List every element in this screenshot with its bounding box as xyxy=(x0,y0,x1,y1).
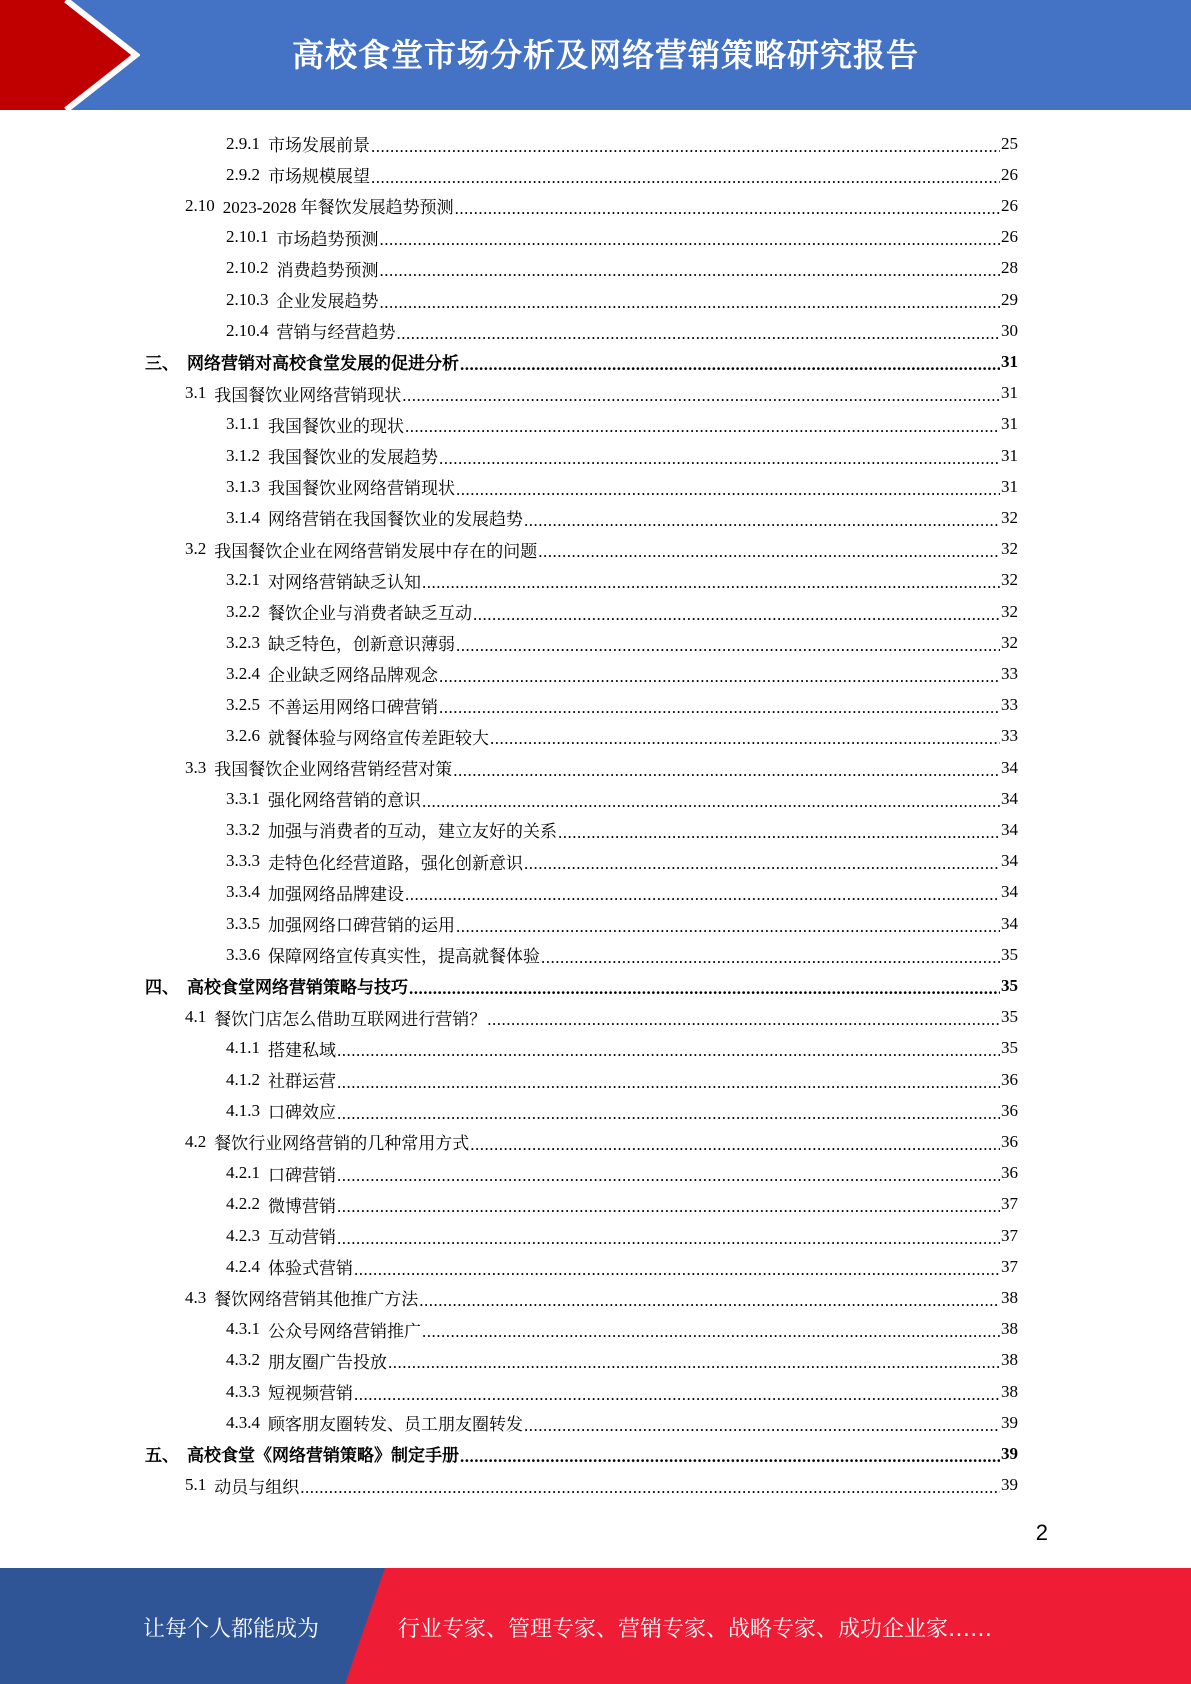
toc-entry-title: 动员与组织 xyxy=(214,1477,300,1497)
toc-entry-page: 31 xyxy=(1001,383,1018,403)
toc-entry-page: 37 xyxy=(1001,1256,1018,1276)
toc-entry[interactable] xyxy=(145,346,1018,377)
toc-leader-dots xyxy=(439,449,1000,469)
toc-entry[interactable] xyxy=(185,190,1018,221)
toc-entry-page: 39 xyxy=(1001,1443,1018,1463)
toc-leader-dots xyxy=(487,1010,1000,1030)
toc-entry-number: 4.3 xyxy=(185,1287,207,1307)
toc-entry-title: 社群运营 xyxy=(268,1072,336,1091)
toc-entry-title: 加强网络口碑营销的运用 xyxy=(268,916,455,935)
toc-entry[interactable] xyxy=(226,877,1018,908)
toc-entry-page: 26 xyxy=(1001,227,1018,247)
toc-entry-number: 三、 xyxy=(145,354,179,374)
toc-leader-dots xyxy=(397,324,1001,344)
toc-entry-number: 3.1.4 xyxy=(226,507,260,527)
toc-entry[interactable] xyxy=(226,471,1018,502)
toc-leader-dots xyxy=(354,1385,1000,1405)
toc-entry-title: 高校食堂《网络营销策略》制定手册 xyxy=(187,1446,459,1466)
toc-entry-number: 五、 xyxy=(145,1446,179,1466)
toc-entry[interactable] xyxy=(226,409,1018,440)
toc-entry-title: 顾客朋友圈转发、员工朋友圈转发 xyxy=(268,1415,523,1435)
footer-slogan-left: 让每个人都能成为 xyxy=(143,1617,320,1642)
toc-leader-dots xyxy=(405,885,1000,905)
toc-leader-dots xyxy=(409,979,1000,999)
toc-entry-page: 32 xyxy=(1001,507,1018,527)
toc-entry-title: 餐饮网络营销其他推广方法 xyxy=(214,1290,419,1310)
toc-entry-title: 我国餐饮业网络营销现状 xyxy=(268,479,455,499)
toc-entry-page: 36 xyxy=(1001,1100,1018,1120)
toc-entry-page: 37 xyxy=(1001,1225,1018,1245)
toc-leader-dots xyxy=(524,854,1000,874)
toc-leader-dots xyxy=(388,1353,1000,1373)
toc-entry-number: 3.3.5 xyxy=(226,913,260,933)
toc-leader-dots xyxy=(337,1229,1000,1249)
toc-entry-title: 市场发展前景 xyxy=(268,136,370,155)
toc-entry-number: 3.3.3 xyxy=(226,851,260,871)
footer-slogan-right: 行业专家、管理专家、营销专家、战略专家、成功企业家…… xyxy=(398,1617,993,1642)
toc-leader-dots xyxy=(538,542,1000,562)
toc-entry-number: 3.2 xyxy=(185,539,207,559)
toc-entry-number: 4.1.1 xyxy=(226,1038,260,1058)
toc-entry-title: 走特色化经营道路，强化创新意识 xyxy=(268,853,523,873)
toc-entry-title: 企业缺乏网络品牌观念 xyxy=(268,666,438,686)
toc-entry-page: 39 xyxy=(1001,1412,1018,1432)
toc-leader-dots xyxy=(354,1260,1000,1280)
toc-entry[interactable] xyxy=(226,1220,1018,1251)
toc-entry-number: 3.1.1 xyxy=(226,414,260,434)
toc-entry-page: 38 xyxy=(1001,1381,1018,1401)
toc-leader-dots xyxy=(453,761,1000,781)
toc-entry-title: 高校食堂网络营销策略与技巧 xyxy=(187,978,408,998)
toc-entry[interactable] xyxy=(226,128,1018,159)
toc-leader-dots xyxy=(456,917,1000,937)
toc-entry-page: 35 xyxy=(1001,1038,1018,1058)
toc-leader-dots xyxy=(380,230,1001,250)
toc-entry-page: 25 xyxy=(1001,133,1018,153)
toc-entry-title: 微博营销 xyxy=(268,1196,336,1216)
toc-entry-number: 2.10 xyxy=(185,195,215,215)
toc-entry-title: 公众号网络营销推广 xyxy=(268,1321,421,1341)
toc-entry-page: 38 xyxy=(1001,1319,1018,1339)
toc-entry-number: 3.3 xyxy=(185,757,207,777)
toc-entry-number: 2.10.3 xyxy=(226,289,269,309)
toc-entry-title: 营销与经营趋势 xyxy=(276,323,396,343)
toc-entry[interactable] xyxy=(185,534,1018,565)
toc-leader-dots xyxy=(524,1416,1000,1436)
toc-entry-number: 4.2.2 xyxy=(226,1194,260,1214)
toc-entry-title: 市场趋势预测 xyxy=(276,229,379,249)
toc-entry-number: 4.1.3 xyxy=(226,1100,260,1120)
toc-leader-dots xyxy=(337,1104,1000,1124)
toc-entry-number: 4.2.1 xyxy=(226,1163,260,1183)
toc-entry-title: 消费趋势预测 xyxy=(276,260,379,280)
toc-entry-number: 3.3.6 xyxy=(226,944,260,964)
toc-entry[interactable] xyxy=(185,378,1018,409)
toc-entry-title: 朋友圈广告投放 xyxy=(268,1352,387,1372)
toc-entry-title: 缺乏特色，创新意识薄弱 xyxy=(268,635,455,655)
toc-leader-dots xyxy=(439,698,1000,718)
toc-entry[interactable] xyxy=(145,1438,1018,1469)
toc-entry-page: 38 xyxy=(1001,1350,1018,1370)
toc-entry-title: 企业发展趋势 xyxy=(276,292,379,311)
toc-leader-dots xyxy=(371,137,1000,157)
toc-entry-number: 3.2.1 xyxy=(226,570,260,590)
toc-leader-dots xyxy=(337,1166,1000,1186)
toc-leader-dots xyxy=(419,1291,1000,1311)
toc-entry-page: 33 xyxy=(1001,695,1018,715)
toc-entry-number: 3.3.4 xyxy=(226,882,260,902)
toc-entry-title: 我国餐饮企业网络营销经营对策 xyxy=(214,760,453,779)
toc-entry-page: 32 xyxy=(1001,539,1018,559)
toc-entry-number: 3.1.3 xyxy=(226,476,260,496)
toc-entry[interactable] xyxy=(226,284,1018,315)
toc-entry-title: 短视频营销 xyxy=(268,1384,353,1403)
toc-leader-dots xyxy=(473,605,1000,625)
toc-entry-page: 35 xyxy=(1001,1007,1018,1027)
toc-entry[interactable] xyxy=(226,1345,1018,1376)
toc-entry-title: 体验式营销 xyxy=(268,1259,353,1279)
toc-leader-dots xyxy=(439,667,1000,687)
toc-leader-dots xyxy=(422,573,1000,593)
toc-entry-page: 37 xyxy=(1001,1194,1018,1214)
toc-entry-page: 26 xyxy=(1001,195,1018,215)
toc-entry[interactable] xyxy=(226,1033,1018,1064)
toc-entry-title: 我国餐饮企业在网络营销发展中存在的问题 xyxy=(214,541,538,561)
toc-entry-page: 34 xyxy=(1001,788,1018,808)
toc-leader-dots xyxy=(402,386,1000,406)
page-header xyxy=(0,0,1191,110)
toc-entry-number: 2.9.1 xyxy=(226,133,260,153)
toc-entry[interactable] xyxy=(226,1314,1018,1345)
toc-entry-title: 餐饮门店怎么借助互联网进行营销？ xyxy=(214,1009,487,1029)
toc-entry-page: 30 xyxy=(1001,320,1018,340)
toc-leader-dots xyxy=(422,792,1000,812)
toc-entry-title: 搭建私域 xyxy=(268,1040,336,1060)
toc-entry-number: 四、 xyxy=(145,978,179,998)
toc-entry-number: 3.2.2 xyxy=(226,601,260,621)
toc-leader-dots xyxy=(470,1135,1000,1155)
toc-entry-page: 33 xyxy=(1001,663,1018,683)
toc-entry-page: 31 xyxy=(1001,351,1018,371)
toc-entry-title: 餐饮企业与消费者缺乏互动 xyxy=(268,604,472,623)
toc-entry-page: 28 xyxy=(1001,258,1018,278)
toc-entry-number: 4.2.3 xyxy=(226,1225,260,1245)
toc-entry-title: 我国餐饮业的发展趋势 xyxy=(268,448,438,467)
toc-entry[interactable] xyxy=(226,939,1018,970)
toc-entry-number: 4.1 xyxy=(185,1007,207,1027)
toc-entry[interactable] xyxy=(226,721,1018,752)
toc-entry[interactable] xyxy=(226,253,1018,284)
toc-entry-page: 31 xyxy=(1001,414,1018,434)
toc-entry-number: 2.10.4 xyxy=(226,320,269,340)
toc-leader-dots xyxy=(422,1322,1000,1342)
toc-entry-number: 3.2.3 xyxy=(226,632,260,652)
toc-entry[interactable] xyxy=(226,690,1018,721)
toc-entry-number: 3.3.1 xyxy=(226,788,260,808)
page-footer xyxy=(0,1568,1191,1684)
toc-entry[interactable] xyxy=(226,1251,1018,1282)
toc-entry-page: 34 xyxy=(1001,851,1018,871)
toc-entry-title: 市场规模展望 xyxy=(268,167,370,187)
toc-entry-number: 3.3.2 xyxy=(226,819,260,839)
toc-entry-page: 34 xyxy=(1001,913,1018,933)
page-number: 2 xyxy=(1035,1520,1048,1545)
toc-entry[interactable] xyxy=(226,159,1018,190)
toc-leader-dots xyxy=(558,823,1000,843)
toc-entry-page: 34 xyxy=(1001,882,1018,902)
toc-entry-number: 4.3.1 xyxy=(226,1319,260,1339)
toc-entry-number: 5.1 xyxy=(185,1475,207,1495)
toc-entry-title: 餐饮行业网络营销的几种常用方式 xyxy=(214,1134,470,1154)
toc-entry-number: 4.3.3 xyxy=(226,1381,260,1401)
toc-entry-page: 26 xyxy=(1001,164,1018,184)
toc-entry[interactable] xyxy=(226,502,1018,533)
toc-entry-title: 加强与消费者的互动，建立友好的关系 xyxy=(268,822,557,842)
toc-entry-page: 32 xyxy=(1001,570,1018,590)
toc-entry-title: 我国餐饮业的现状 xyxy=(268,416,404,436)
toc-leader-dots xyxy=(456,636,1000,656)
toc-entry-title: 口碑营销 xyxy=(268,1165,336,1185)
toc-leader-dots xyxy=(455,199,1000,219)
toc-entry[interactable] xyxy=(185,1282,1018,1313)
toc-leader-dots xyxy=(524,511,1000,531)
toc-entry-page: 38 xyxy=(1001,1287,1018,1307)
toc-entry-page: 34 xyxy=(1001,757,1018,777)
toc-leader-dots xyxy=(380,293,1001,313)
toc-entry[interactable] xyxy=(226,908,1018,939)
toc-entry-title: 我国餐饮业网络营销现状 xyxy=(214,385,402,405)
toc-entry-number: 2.10.2 xyxy=(226,258,269,278)
toc-entry[interactable] xyxy=(226,814,1018,845)
toc-entry[interactable] xyxy=(226,565,1018,596)
toc-entry[interactable] xyxy=(226,846,1018,877)
toc-entry-title: 网络营销在我国餐饮业的发展趋势 xyxy=(268,510,523,530)
toc-entry-title: 对网络营销缺乏认知 xyxy=(268,572,421,592)
toc-entry-number: 4.3.4 xyxy=(226,1412,260,1432)
toc-leader-dots xyxy=(371,168,1000,188)
toc-entry[interactable] xyxy=(226,783,1018,814)
toc-entry-number: 2.10.1 xyxy=(226,227,269,247)
toc-entry-number: 3.1.2 xyxy=(226,445,260,465)
toc-entry-number: 3.2.5 xyxy=(226,695,260,715)
toc-entry[interactable] xyxy=(226,596,1018,627)
toc-entry[interactable] xyxy=(226,315,1018,346)
toc-entry-page: 34 xyxy=(1001,819,1018,839)
toc-entry-number: 2.9.2 xyxy=(226,164,260,184)
toc-entry-page: 32 xyxy=(1001,632,1018,652)
toc-leader-dots xyxy=(337,1073,1000,1093)
toc-entry-page: 35 xyxy=(1001,944,1018,964)
toc-leader-dots xyxy=(490,729,1000,749)
toc-entry-title: 不善运用网络口碑营销 xyxy=(268,697,438,717)
toc-entry[interactable] xyxy=(185,1002,1018,1033)
toc-entry-page: 36 xyxy=(1001,1131,1018,1151)
toc-entry-number: 4.2.4 xyxy=(226,1256,260,1276)
toc-entry[interactable] xyxy=(226,440,1018,471)
toc-entry[interactable] xyxy=(226,1158,1018,1189)
toc-entry[interactable] xyxy=(185,1126,1018,1157)
toc-entry-page: 39 xyxy=(1001,1475,1018,1495)
toc-entry-number: 3.1 xyxy=(185,383,207,403)
toc-entry[interactable] xyxy=(226,1064,1018,1095)
toc-leader-dots xyxy=(300,1478,1000,1498)
toc-entry-page: 36 xyxy=(1001,1069,1018,1089)
toc-leader-dots xyxy=(456,480,1000,500)
toc-leader-dots xyxy=(405,417,1000,437)
toc-entry-title: 保障网络宣传真实性，提高就餐体验 xyxy=(268,947,540,967)
toc-entry-number: 4.1.2 xyxy=(226,1069,260,1089)
toc-entry[interactable] xyxy=(185,1470,1018,1501)
toc-entry-number: 4.3.2 xyxy=(226,1350,260,1370)
toc-entry-title: 加强网络品牌建设 xyxy=(268,884,404,904)
toc-entry-title: 口碑效应 xyxy=(268,1103,336,1123)
toc-leader-dots xyxy=(460,1447,1000,1467)
toc-entry-page: 35 xyxy=(1001,975,1018,995)
toc-leader-dots xyxy=(541,948,1000,968)
toc-entry[interactable] xyxy=(226,1376,1018,1407)
report-title: 高校食堂市场分析及网络营销策略研究报告 xyxy=(291,36,919,74)
toc-entry[interactable] xyxy=(226,1407,1018,1438)
toc-entry-number: 3.2.6 xyxy=(226,726,260,746)
toc-entry-title: 就餐体验与网络宣传差距较大 xyxy=(268,728,489,748)
toc-entry[interactable] xyxy=(226,1095,1018,1126)
toc-entry-number: 3.2.4 xyxy=(226,663,260,683)
toc-entry-page: 33 xyxy=(1001,726,1018,746)
toc-entry[interactable] xyxy=(145,970,1018,1001)
toc-entry-page: 29 xyxy=(1001,289,1018,309)
toc-entry-title: 2023-2028 年餐饮发展趋势预测 xyxy=(222,198,454,218)
toc-entry-page: 32 xyxy=(1001,601,1018,621)
toc-entry-page: 31 xyxy=(1001,476,1018,496)
toc-entry-title: 网络营销对高校食堂发展的促进分析 xyxy=(187,354,459,374)
toc-entry[interactable] xyxy=(185,752,1018,783)
toc-entry-title: 强化网络营销的意识 xyxy=(268,791,421,811)
toc-leader-dots xyxy=(337,1197,1000,1217)
toc-entry-page: 31 xyxy=(1001,445,1018,465)
toc-entry[interactable] xyxy=(226,658,1018,689)
toc-entry[interactable] xyxy=(226,1189,1018,1220)
toc-entry-number: 4.2 xyxy=(185,1131,207,1151)
toc-leader-dots xyxy=(380,261,1001,281)
toc-entry[interactable] xyxy=(226,627,1018,658)
toc-entry-page: 36 xyxy=(1001,1163,1018,1183)
toc-leader-dots xyxy=(460,355,1000,375)
toc-entry-title: 互动营销 xyxy=(268,1228,336,1247)
toc-leader-dots xyxy=(337,1041,1000,1061)
toc-entry[interactable] xyxy=(226,222,1018,253)
